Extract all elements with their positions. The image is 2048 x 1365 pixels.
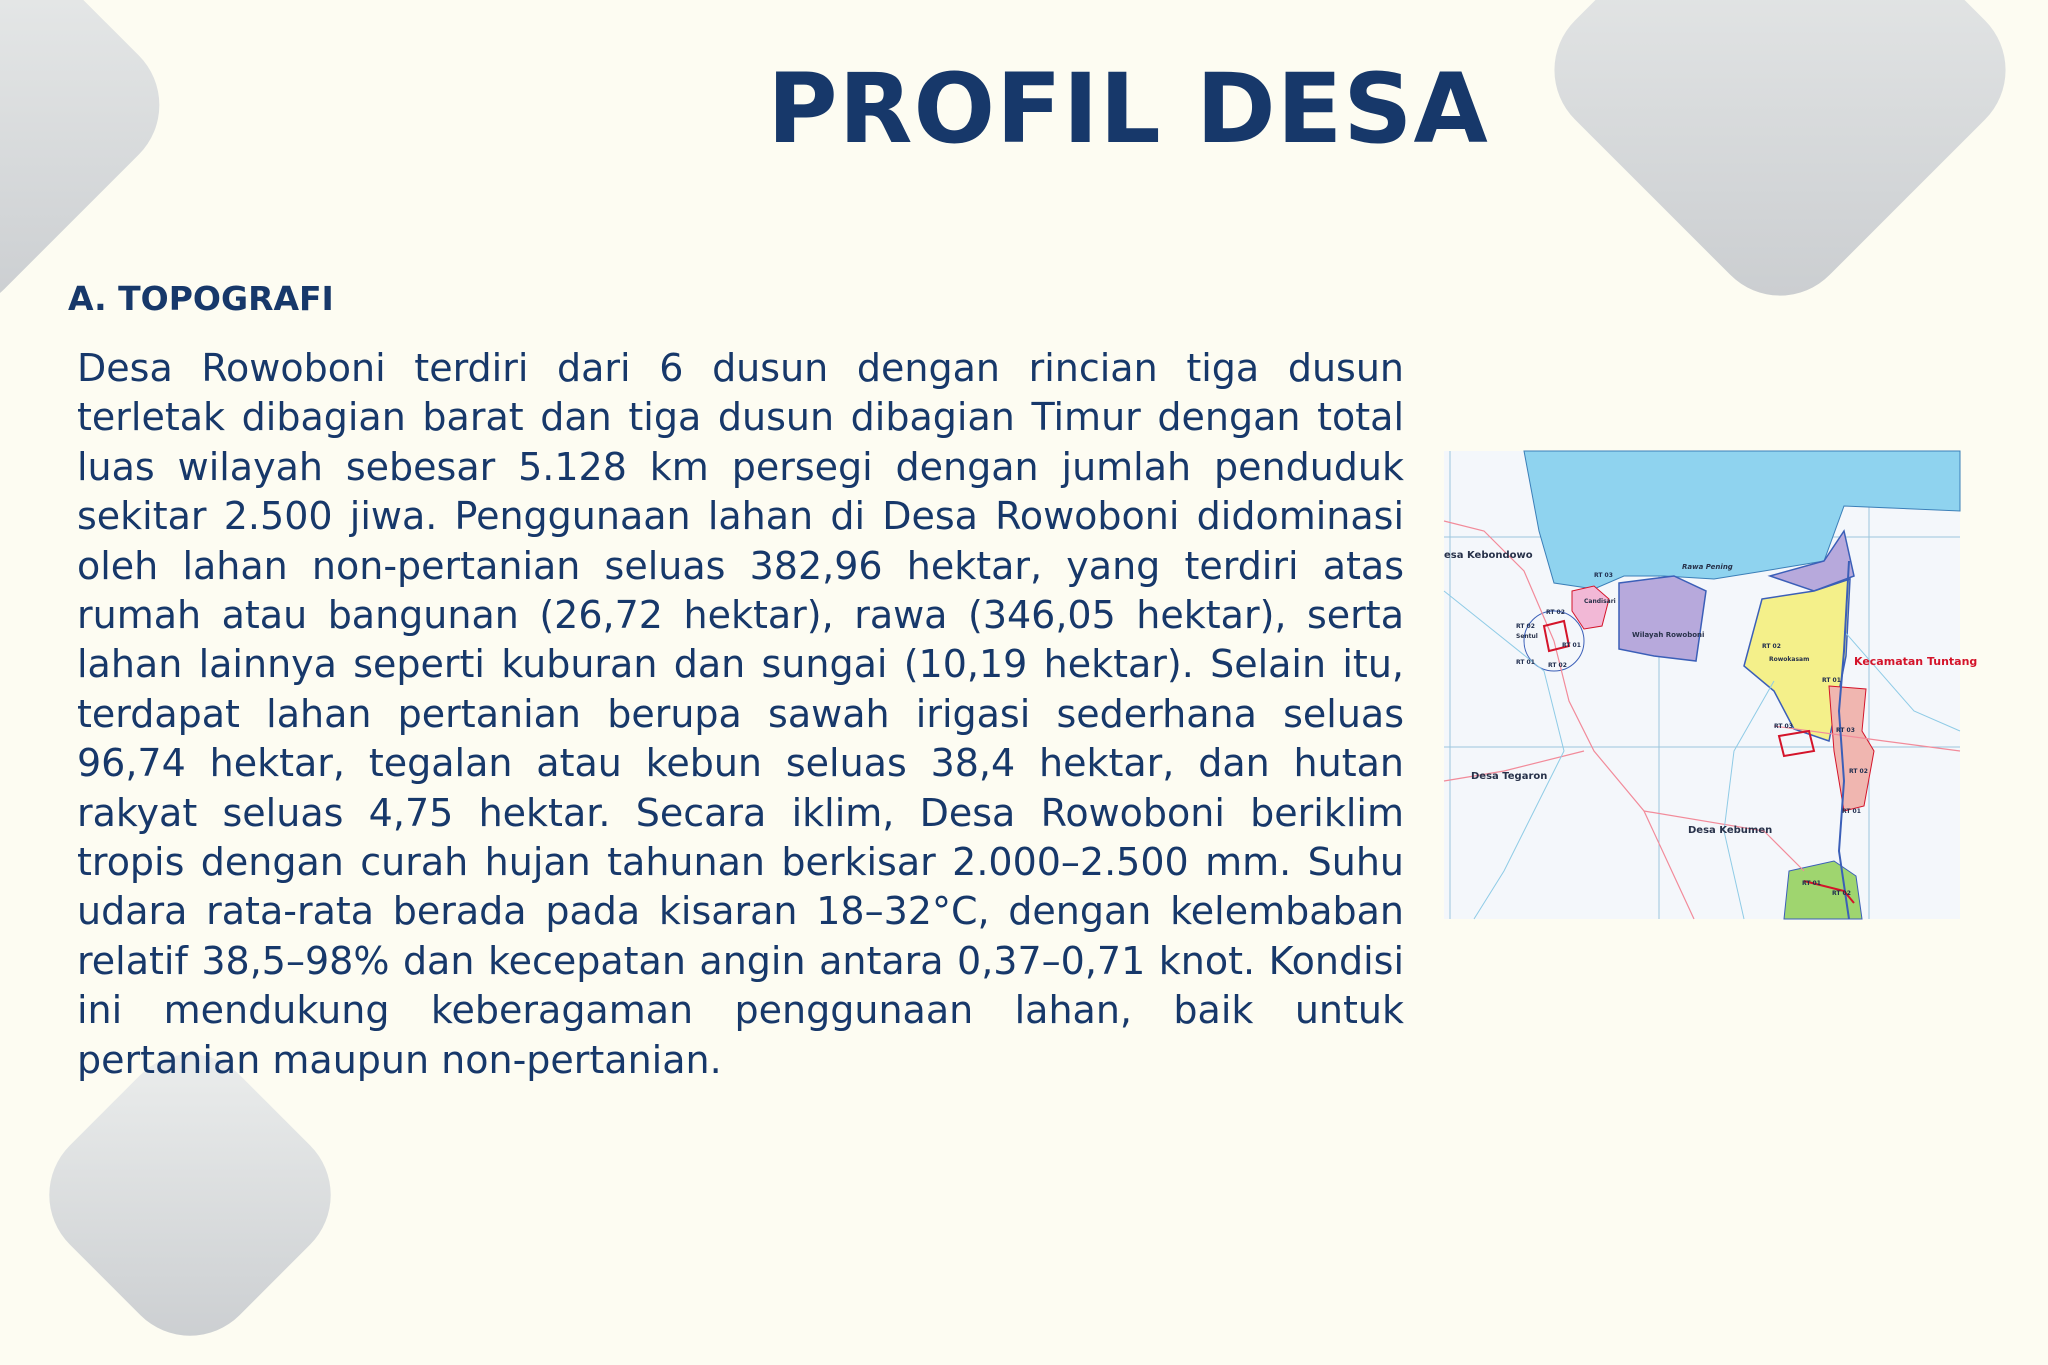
map-rt-label: RT 03 [1774, 723, 1793, 730]
map-label-rawa-pening: Rawa Pening [1682, 563, 1733, 571]
map-label-rowokasam: Rowokasam [1769, 656, 1810, 663]
map-rt-label: RT 02 [1849, 768, 1868, 775]
map-rt-label: RT 03 [1594, 572, 1613, 579]
map-rt-label: RT 02 [1516, 623, 1535, 630]
map-rt-label: RT 02 [1546, 609, 1565, 616]
map-label-kebondowo: esa Kebondowo [1444, 550, 1533, 561]
map-rt-label: RT 01 [1562, 642, 1581, 649]
map-rt-label: RT 02 [1762, 643, 1781, 650]
map-rt-label: RT 01 [1842, 808, 1861, 815]
slide-title: PROFIL DESA [767, 53, 1489, 165]
map-rt-label: RT 03 [1836, 727, 1855, 734]
body-paragraph: Desa Rowoboni terdiri dari 6 dusun dengan rincian tiga dusun terletak dibagian barat dan tiga dusun dibagian Timur dengan total luas wilayah sebesar 5.128 km persegi dengan jumlah penduduk sekitar 2.500 jiwa. Penggunaan lahan di Desa Rowoboni didominasi oleh lahan non-pertanian seluas 382,96 hektar, yang terdiri atas rumah atau bangunan (26,72 hektar), rawa (346,05 hektar), serta lahan lainnya seperti kuburan dan sungai (10,19 hektar). Selain itu, terdapat lahan pertanian berupa sawah irigasi sederhana seluas 96,74 hektar, tegalan atau kebun seluas 38,4 hektar, dan hutan rakyat seluas 4,75 hektar. Secara iklim, Desa Rowoboni beriklim tropis dengan curah hujan tahunan berkisar 2.000–2.500 mm. Suhu udara rata-rata berada pada kisaran 18–32°C, dengan kelembaban relatif 38,5–98% dan kecepatan angin antara 0,37–0,71 knot. Kondisi ini mendukung keberagaman penggunaan lahan, baik untuk pertanian maupun non-pertanian. [77, 346, 1404, 1082]
map-rt-label: RT 01 [1822, 677, 1841, 684]
map-label-sentul: Sentul [1516, 633, 1538, 640]
map-label-candisari: Candisari [1584, 598, 1616, 605]
map-rt-label: RT 01 [1802, 880, 1821, 887]
map-label-kecamatan-tuntang: Kecamatan Tuntang [1854, 655, 1978, 668]
map-rt-label: RT 02 [1832, 890, 1851, 897]
map-label-wilayah-rowoboni: Wilayah Rowoboni [1632, 631, 1705, 639]
map-label-tegaron: Desa Tegaron [1471, 771, 1548, 782]
village-map-image [1444, 451, 1978, 919]
map-rt-label: RT 01 [1516, 659, 1535, 666]
map-label-kebumen: Desa Kebumen [1688, 825, 1773, 836]
map-rt-label: RT 02 [1548, 662, 1567, 669]
section-heading: A. TOPOGRAFI [68, 279, 334, 318]
